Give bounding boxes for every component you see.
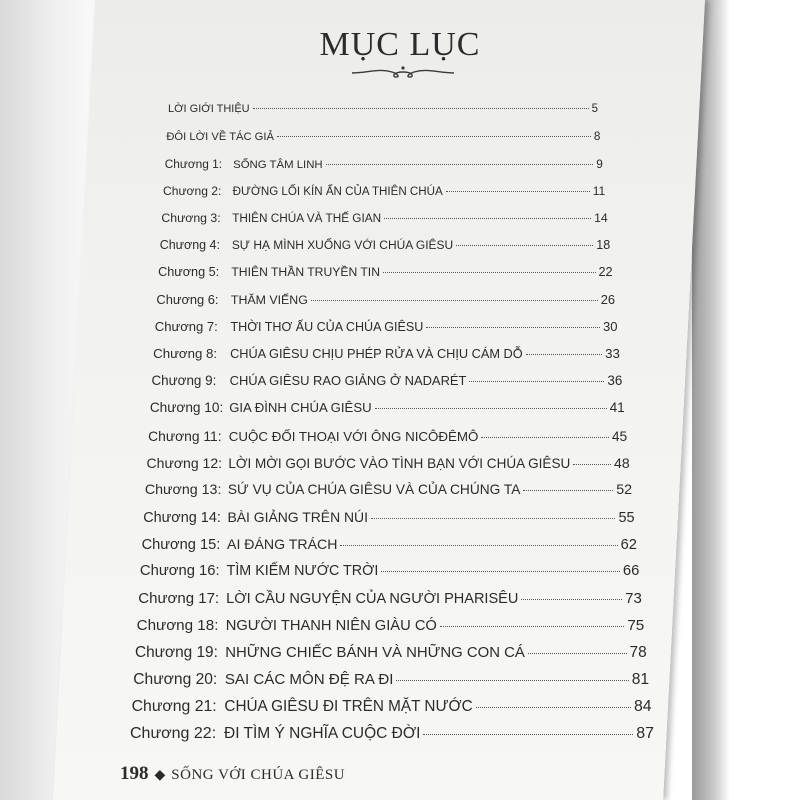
toc-entry-title: ĐI TÌM Ý NGHĨA CUỘC ĐỜI	[224, 725, 421, 742]
page-edge	[692, 0, 800, 800]
diamond-icon: ◆	[154, 768, 166, 783]
toc-chapter-label: Chương 16:	[139, 562, 220, 579]
toc-page-number: 84	[633, 697, 652, 715]
toc-page-number: 48	[614, 454, 630, 471]
toc-entry	[130, 725, 654, 747]
toc-chapter-label: Chương 13:	[144, 481, 222, 498]
toc-page-number: 41	[609, 400, 625, 416]
toc-page-number: 9	[596, 157, 603, 172]
toc-entry-title: ĐƯỜNG LỐI KÍN ẨN CỦA THIÊN CHÚA	[232, 186, 443, 199]
toc-chapter-label: Chương 19:	[134, 643, 218, 661]
dot-leader	[526, 354, 602, 355]
toc-chapter-label: Chương 7:	[154, 319, 218, 335]
toc-entry	[165, 157, 603, 179]
toc-entry-title: GIA ĐÌNH CHÚA GIÊSU	[229, 400, 372, 416]
toc-entry	[155, 319, 618, 341]
toc-entry	[150, 400, 625, 422]
dot-leader	[521, 599, 622, 600]
toc-page-number: 66	[622, 562, 640, 579]
toc-chapter-label: Chương 2:	[163, 184, 222, 199]
toc-entry-title: SỐNG TÂM LINH	[233, 159, 323, 172]
toc-chapter-label: Chương 11:	[148, 427, 222, 444]
toc-entry-title: THỜI THƠ ẤU CỦA CHÚA GIÊSU	[230, 320, 424, 335]
toc-page-number: 33	[605, 346, 620, 362]
toc-chapter-label: Chương 22:	[130, 725, 217, 742]
toc-page-number: 30	[602, 319, 618, 335]
toc-chapter-label: Chương 1:	[164, 157, 223, 172]
toc-entry-title: SAI CÁC MÔN ĐỆ RA ĐI	[224, 670, 394, 688]
dot-leader	[481, 437, 608, 438]
toc-chapter-label: Chương 3:	[161, 211, 221, 226]
dot-leader	[277, 136, 591, 137]
toc-page-number: 78	[629, 643, 647, 661]
toc-entry-title: LỜI MỜI GỌI BƯỚC VÀO TÌNH BẠN VỚI CHÚA GIÊSU	[228, 455, 571, 471]
dot-leader	[446, 191, 590, 192]
toc-entry	[151, 373, 622, 395]
toc-entry-title: NGƯỜI THANH NIÊN GIÀU CÓ	[225, 617, 437, 634]
toc-page-number: 8	[593, 130, 601, 144]
dot-leader	[326, 164, 594, 165]
toc-entry	[153, 346, 620, 368]
toc-entry-title: CHÚA GIÊSU RAO GIẢNG Ở NADARÉT	[229, 373, 467, 389]
toc-heading: MỤC LỤC	[319, 26, 481, 63]
dot-leader	[469, 381, 604, 382]
dot-leader	[396, 680, 628, 681]
dot-leader	[383, 272, 596, 273]
toc-entry-title: THIÊN THẦN TRUYỀN TIN	[231, 265, 380, 280]
dot-leader	[375, 408, 607, 409]
dot-leader	[253, 108, 589, 109]
toc-entry-title: LỜI CẦU NGUYỆN CỦA NGƯỜI PHARISÊU	[226, 590, 519, 607]
dot-leader	[371, 518, 615, 519]
dot-leader	[381, 571, 620, 572]
toc-page-number: 5	[591, 103, 598, 115]
dot-leader	[476, 707, 631, 708]
toc-entry	[147, 455, 630, 477]
toc-entry	[138, 590, 642, 612]
dot-leader	[528, 653, 627, 654]
footer-page-number: 198	[120, 763, 149, 784]
dot-leader	[456, 245, 593, 246]
toc-chapter-label: Chương 20:	[133, 670, 218, 688]
toc-entry	[163, 184, 605, 206]
toc-chapter-label: Chương 8:	[153, 346, 218, 362]
toc-entry-title: CHÚA GIÊSU ĐI TRÊN MẶT NƯỚC	[224, 697, 473, 715]
toc-chapter-label: Chương 12:	[146, 454, 223, 471]
toc-page-number: 55	[618, 509, 635, 526]
dot-leader	[340, 545, 617, 546]
toc-entry-title: CHÚA GIÊSU CHỊU PHÉP RỬA VÀ CHỊU CÁM DỖ	[230, 346, 523, 362]
toc-page-number: 52	[616, 481, 633, 498]
toc-page-number: 81	[631, 670, 650, 688]
dot-leader	[423, 734, 633, 735]
toc-entry-title: NHỮNG CHIẾC BÁNH VÀ NHỮNG CON CÁ	[225, 644, 525, 661]
toc-entry-title: AI ĐÁNG TRÁCH	[227, 535, 338, 552]
toc-chapter-label: Chương 10:	[149, 400, 224, 416]
toc-entry-title: CUỘC ĐỐI THOẠI VỚI ÔNG NICÔĐÊMÔ	[228, 428, 479, 444]
toc-chapter-label: Chương 14:	[143, 509, 221, 526]
toc-entry	[166, 130, 600, 152]
footer-book-title: SỐNG VỚI CHÚA GIÊSU	[171, 767, 346, 783]
toc-entry-title: BÀI GIẢNG TRÊN NÚI	[227, 508, 368, 525]
toc-entry	[148, 428, 627, 450]
toc-page-number: 87	[636, 725, 654, 742]
dot-leader	[523, 490, 613, 491]
dot-leader	[311, 300, 598, 301]
toc-entry	[137, 617, 645, 639]
toc-entry	[132, 698, 652, 720]
dot-leader	[573, 464, 611, 465]
toc-chapter-label: Chương 21:	[131, 697, 217, 715]
toc-page-number: 22	[598, 265, 613, 280]
toc-page-number: 18	[596, 238, 611, 253]
toc-entry	[161, 211, 607, 233]
toc-entry-title: ĐÔI LỜI VỀ TÁC GIẢ	[166, 131, 274, 144]
toc-entry-title: THIÊN CHÚA VÀ THẾ GIAN	[232, 212, 382, 226]
toc-entry	[142, 536, 637, 558]
page-footer	[120, 763, 345, 785]
toc-entry-title: TÌM KIẾM NƯỚC TRỜI	[226, 562, 379, 579]
ornament-flourish	[348, 64, 458, 80]
toc-entry-title: LỜI GIỚI THIỆU	[168, 103, 250, 115]
toc-entry	[133, 671, 649, 693]
dot-leader	[440, 626, 624, 627]
toc-chapter-label: Chương 18:	[136, 616, 219, 634]
toc-entry-title: THĂM VIẾNG	[230, 293, 308, 308]
toc-page-number: 36	[607, 373, 623, 389]
toc-page-number: 75	[627, 616, 645, 634]
toc-page-number: 14	[594, 211, 608, 226]
toc-page-number: 73	[625, 589, 642, 607]
toc-page-number: 11	[592, 184, 606, 199]
toc-page-number: 62	[620, 536, 637, 553]
toc-chapter-label: Chương 15:	[141, 536, 221, 553]
toc-page-number: 45	[611, 427, 628, 444]
toc-entry	[156, 292, 615, 314]
dot-leader	[384, 218, 591, 219]
toc-entry	[160, 238, 610, 260]
toc-entry-title: SỰ HẠ MÌNH XUỐNG VỚI CHÚA GIÊSU	[231, 238, 454, 253]
toc-chapter-label: Chương 6:	[156, 292, 219, 308]
toc-chapter-label: Chương 4:	[159, 238, 220, 253]
toc-entry-title: SỨ VỤ CỦA CHÚA GIÊSU VÀ CỦA CHÚNG TA	[227, 481, 521, 497]
toc-entry	[143, 509, 634, 531]
toc-chapter-label: Chương 5:	[158, 265, 220, 280]
toc-entry	[168, 103, 598, 125]
toc-chapter-label: Chương 9:	[151, 373, 217, 389]
toc-chapter-label: Chương 17:	[138, 589, 220, 607]
toc-entry	[158, 265, 613, 287]
dot-leader	[426, 327, 600, 328]
toc-entry	[140, 563, 639, 585]
toc-entry	[145, 482, 632, 504]
toc-page-number: 26	[600, 292, 616, 308]
toc-entry	[135, 644, 647, 666]
